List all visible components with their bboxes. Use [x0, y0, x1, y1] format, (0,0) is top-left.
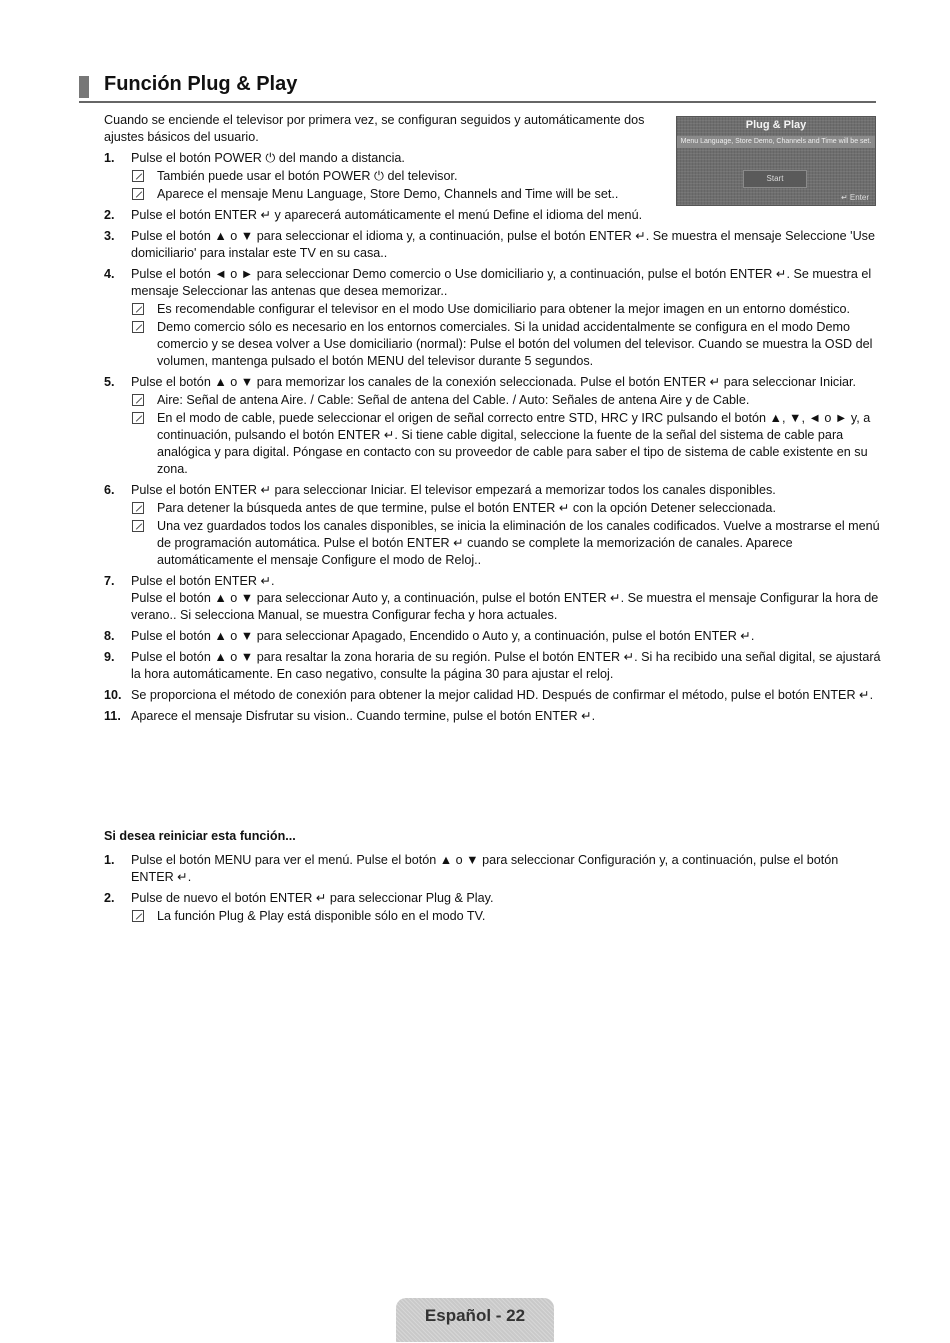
step-number: 2.	[104, 208, 115, 222]
note-text: Aire: Señal de antena Aire. / Cable: Señal de antena del Cable. / Auto: Señales de antena Aire y de Cable.	[157, 393, 750, 407]
step-item	[104, 150, 671, 203]
reset-steps-list	[104, 852, 884, 929]
step-item	[104, 649, 884, 683]
osd-start-button: Start	[743, 170, 807, 188]
note-text: Una vez guardados todos los canales disponibles, se inicia la eliminación de los canales codificados. Vuelve a mostrarse el menú de programación automática. Pulse el botón ENTER ↵ cuando se complete la memorización de canales. Aparece automáticamente el mensaje Configure el modo de Reloj..	[157, 519, 880, 567]
step-text: Pulse el botón ENTER ↵.	[131, 574, 275, 588]
setup-steps-list	[104, 150, 884, 729]
step-number: 6.	[104, 483, 115, 497]
note-text: También puede usar el botón POWER ⏻ del televisor.	[157, 169, 458, 183]
step-item	[104, 890, 884, 925]
step-number: 9.	[104, 650, 115, 664]
note	[131, 168, 671, 185]
step-text: Se proporciona el método de conexión para obtener la mejor calidad HD. Después de confirmar el método, pulse el botón ENTER ↵.	[131, 688, 874, 702]
step-item	[104, 573, 884, 624]
step-text: Pulse el botón ▲ o ▼ para resaltar la zona horaria de su región. Pulse el botón ENTER ↵. Si ha recibido una señal digital, se ajustará la hora automáticamente. En caso negativo, consulte la página 30 para ajustar el reloj.	[131, 650, 881, 681]
step-item	[104, 228, 884, 262]
step-number: 8.	[104, 629, 115, 643]
step-item	[104, 374, 884, 478]
note-text: La función Plug & Play está disponible sólo en el modo TV.	[157, 909, 486, 923]
step-text: Pulse el botón ▲ o ▼ para seleccionar Apagado, Encendido o Auto y, a continuación, pulse el botón ENTER ↵.	[131, 629, 755, 643]
page-footer	[396, 1298, 554, 1342]
osd-enter-hint: ↵ Enter	[840, 193, 869, 202]
step-item	[104, 482, 884, 569]
note-icon	[132, 412, 144, 424]
page-title: Función Plug & Play	[104, 73, 298, 95]
step-text: Pulse el botón ◄ o ► para seleccionar Demo comercio o Use domiciliario y, a continuación, pulse el botón ENTER ↵. Se muestra el mensaje Seleccionar las antenas que desea memorizar..	[131, 267, 872, 298]
note	[131, 908, 884, 925]
step-item	[104, 266, 884, 370]
note-text: Para detener la búsqueda antes de que termine, pulse el botón ENTER ↵ con la opción Detener seleccionada.	[157, 501, 776, 515]
title-marker	[79, 76, 89, 98]
note-text: Demo comercio sólo es necesario en los entornos comerciales. Si la unidad accidentalmente se configura en el modo Demo comercio y se desea volver a Use domiciliario (normal): Pulse el botón del volumen del televisor. Cuando se muestra la OSD del volumen, mantenga pulsado el botón MENU del televisor durante 5 segundos.	[157, 320, 873, 368]
step-text: Pulse el botón ENTER ↵ y aparecerá automáticamente el menú Define el idioma del menú.	[131, 208, 643, 222]
step-number: 2.	[104, 891, 115, 905]
note-text: Aparece el mensaje Menu Language, Store Demo, Channels and Time will be set..	[157, 187, 619, 201]
note-icon	[132, 502, 144, 514]
step-text: Aparece el mensaje Disfrutar su vision.. Cuando termine, pulse el botón ENTER ↵.	[131, 709, 596, 723]
note-icon	[132, 188, 144, 200]
intro-paragraph: Cuando se enciende el televisor por primera vez, se configuran seguidos y automáticamente dos ajustes básicos del usuario.	[104, 113, 645, 144]
step-number: 1.	[104, 853, 115, 867]
note-icon	[132, 394, 144, 406]
note-icon	[132, 303, 144, 315]
note-icon	[132, 321, 144, 333]
step-text: Pulse el botón POWER ⏻ del mando a distancia.	[131, 151, 405, 165]
step-number: 4.	[104, 267, 115, 281]
note-icon	[132, 910, 144, 922]
note-icon	[132, 520, 144, 532]
step-extra-text: Pulse el botón ▲ o ▼ para seleccionar Auto y, a continuación, pulse el botón ENTER ↵. Se muestra el mensaje Configurar la hora de verano.. Si selecciona Manual, se muestra Configurar fecha y hora actuales.	[131, 591, 879, 622]
osd-message: Menu Language, Store Demo, Channels and Time will be set.	[677, 136, 875, 148]
note	[131, 301, 884, 318]
note	[131, 518, 884, 569]
step-text: Pulse el botón MENU para ver el menú. Pulse el botón ▲ o ▼ para seleccionar Configuración y, a continuación, pulse el botón ENTER ↵.	[131, 853, 839, 884]
note-icon	[132, 170, 144, 182]
step-number: 3.	[104, 229, 115, 243]
section-header	[79, 73, 876, 103]
step-text: Pulse el botón ▲ o ▼ para memorizar los canales de la conexión seleccionada. Pulse el botón ENTER ↵ para seleccionar Iniciar.	[131, 375, 857, 389]
note	[131, 392, 884, 409]
note-text: En el modo de cable, puede seleccionar el origen de señal correcto entre STD, HRC y IRC pulsando el botón ▲, ▼, ◄ o ► y, a continuación, pulsando el botón ENTER ↵. Si tiene cable digital, seleccione la fuente de la señal del sistema de cable para analógica y para digital. Póngase en contacto con su proveedor de cable para saber el tipo de sistema de cable existente en su zona.	[157, 411, 871, 476]
step-text: Pulse el botón ENTER ↵ para seleccionar Iniciar. El televisor empezará a memorizar todos los canales disponibles.	[131, 483, 776, 497]
step-number: 7.	[104, 574, 115, 588]
step-text: Pulse el botón ▲ o ▼ para seleccionar el idioma y, a continuación, pulse el botón ENTER ↵. Se muestra el mensaje Seleccione 'Use domiciliario' para instalar este TV en su casa..	[131, 229, 875, 260]
step-item	[104, 708, 884, 725]
step-item	[104, 687, 884, 704]
step-number: 11.	[104, 709, 121, 723]
note	[131, 319, 884, 370]
osd-title: Plug & Play	[745, 119, 807, 131]
note	[131, 500, 884, 517]
step-number: 5.	[104, 375, 115, 389]
note-text: Es recomendable configurar el televisor en el modo Use domiciliario para obtener la mejor imagen en un entorno doméstico.	[157, 302, 851, 316]
step-number: 10.	[104, 688, 122, 702]
step-item	[104, 628, 884, 645]
note	[131, 410, 884, 478]
osd-enter-label: Enter	[849, 193, 869, 202]
step-text: Pulse de nuevo el botón ENTER ↵ para seleccionar Plug & Play.	[131, 891, 494, 905]
note	[131, 186, 671, 203]
reset-heading: Si desea reiniciar esta función...	[104, 829, 296, 843]
step-number: 1.	[104, 151, 115, 165]
step-item	[104, 852, 884, 886]
page-number: Español - 22	[424, 1306, 526, 1325]
step-item	[104, 207, 671, 224]
